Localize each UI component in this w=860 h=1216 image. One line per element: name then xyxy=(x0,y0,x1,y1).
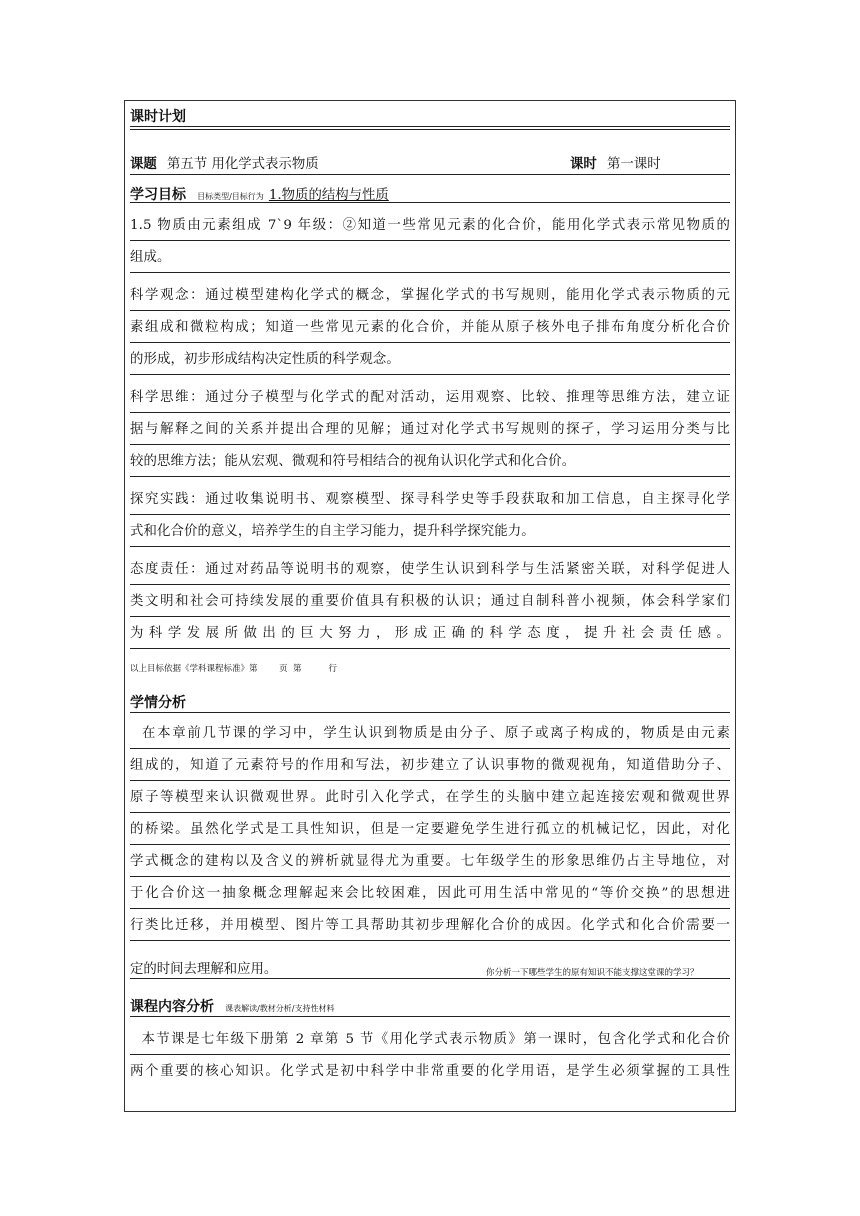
text-line: 科学思维：通过分子模型与化学式的配对活动，运用观察、比较、推理等思维方法，建立证 xyxy=(130,390,730,405)
text-line: 素组成和微粒构成；知道一些常见元素的化合价，并能从原子核外电子排布角度分析化合价 xyxy=(130,320,730,335)
text-line: 的桥梁。虽然化学式是工具性知识，但是一定要避免学生进行孤立的机械记忆，因此，对化 xyxy=(130,822,730,837)
text-line: 为科学发展所做出的巨大努力，形成正确的科学态度，提升社会责任感。 xyxy=(130,626,730,641)
text-line: 类文明和社会可持续发展的重要价值具有积极的认识；通过自制科普小视频，体会科学家们 xyxy=(130,594,730,609)
rule xyxy=(130,310,730,311)
text-line: 态度责任：通过对药品等说明书的观察，使学生认识到科学与生活紧密关联，对科学促进人 xyxy=(130,562,730,577)
rule xyxy=(130,584,730,585)
rule xyxy=(130,876,730,877)
rule xyxy=(130,272,730,273)
analysis-side-note: 你分析一下哪些学生的原有知识不能支撑这堂课的学习？ xyxy=(486,968,699,978)
topic-row xyxy=(130,153,319,172)
rule xyxy=(130,444,730,445)
text-line: 行类比迁移，并用模型、图片等工具帮助其初步理解化合价的成因。化学式和化合价需要一 xyxy=(130,918,730,933)
topic-label: 课题 xyxy=(130,157,157,172)
text-line: 组成的，知道了元素符号的作用和写法，初步建立了认识事物的微观视角，知道借助分子、 xyxy=(130,758,730,773)
text-line: 学式概念的建构以及含义的辨析就显得尤为重要。七年级学生的形象思维仍占主导地位，对 xyxy=(130,854,730,869)
objectives-type-value: 1.物质的结构与性质 xyxy=(268,188,389,203)
objectives-title: 学习目标 xyxy=(130,187,186,203)
text-line: 原子等模型来认识微观世界。此时引入化学式，在学生的头脑中建立起连接宏观和微观世界 xyxy=(130,790,730,805)
content-divider xyxy=(130,1016,730,1017)
content-title: 课程内容分析 xyxy=(130,999,214,1015)
period-value: 第一课时 xyxy=(607,157,661,172)
text-line: 本节课是七年级下册第 2 章第 5 节《用化学式表示物质》第一课时，包含化学式和化合价 xyxy=(130,1032,730,1047)
rule xyxy=(130,412,730,413)
rule xyxy=(130,514,730,515)
text-line: 据与解释之间的关系并提出合理的见解；通过对化学式书写规则的探孑，学习运用分类与比 xyxy=(130,422,730,437)
rule xyxy=(130,844,730,845)
content-heading xyxy=(130,996,334,1016)
text-line: 探究实践：通过收集说明书、观察模型、探寻科学史等手段获取和加工信息，自主探寻化学 xyxy=(130,492,730,507)
rule xyxy=(130,648,730,649)
text-line: 科学观念：通过模型建构化学式的概念，掌握化学式的书写规则，能用化学式表示物质的元 xyxy=(130,288,730,303)
objective-thinking xyxy=(130,382,730,478)
analysis-last-line: 定的时间去理解和应用。 xyxy=(130,962,278,977)
topic-value: 第五节 用化学式表示物质 xyxy=(167,157,319,172)
text-line: 式和化合价的意义，培养学生的自主学习能力，提升科学探究能力。 xyxy=(130,524,535,539)
analysis-title: 学情分析 xyxy=(130,695,186,711)
rule xyxy=(130,940,730,941)
content-text xyxy=(130,1024,730,1088)
text-line: 在本章前几节课的学习中，学生认识到物质是由分子、原子或离子构成的，物质是由元素 xyxy=(130,726,730,741)
rule xyxy=(130,812,730,813)
objectives-heading xyxy=(130,184,389,204)
rule xyxy=(130,374,730,375)
objectives-divider xyxy=(130,202,730,203)
topic-divider xyxy=(130,174,730,175)
objective-attitude xyxy=(130,554,730,650)
text-line: 的形成，初步形成结构决定性质的科学观念。 xyxy=(130,352,400,367)
rule xyxy=(130,546,730,547)
objective-concept xyxy=(130,280,730,376)
rule xyxy=(130,978,730,979)
rule xyxy=(130,342,730,343)
objectives-source-note: 以上目标依据《学科课程标准》第 页 第 行 xyxy=(130,664,338,674)
text-line: 较的思维方法；能从宏观、微观和符号相结合的视角认识化学式和化合价。 xyxy=(130,454,576,469)
rule xyxy=(130,748,730,749)
objectives-type-note: 目标类型/目标行为 xyxy=(197,192,264,201)
period-label: 课时 xyxy=(570,157,597,172)
rule xyxy=(130,476,730,477)
rule xyxy=(130,616,730,617)
text-line: 组成。 xyxy=(130,250,171,265)
objective-practice xyxy=(130,484,730,548)
content-note: 课表解读/教材分析/支持性材料 xyxy=(225,1004,335,1013)
title-divider xyxy=(130,126,730,130)
rule xyxy=(130,780,730,781)
rule xyxy=(130,908,730,909)
rule xyxy=(130,240,730,241)
text-line: 于化合价这一抽象概念理解起来会比较困难，因此可用生活中常见的“等价交换”的思想进 xyxy=(130,886,730,901)
rule xyxy=(130,1054,730,1055)
objective-standard xyxy=(130,210,730,274)
page-title: 课时计划 xyxy=(130,109,186,125)
period-row xyxy=(570,153,661,172)
text-line: 1.5 物质由元素组成 7`9 年级：②知道一些常见元素的化合价，能用化学式表示常见物质的 xyxy=(130,218,730,233)
analysis-divider xyxy=(130,712,730,713)
text-line: 两个重要的核心知识。化学式是初中科学中非常重要的化学用语，是学生必须掌握的工具性 xyxy=(130,1064,730,1079)
